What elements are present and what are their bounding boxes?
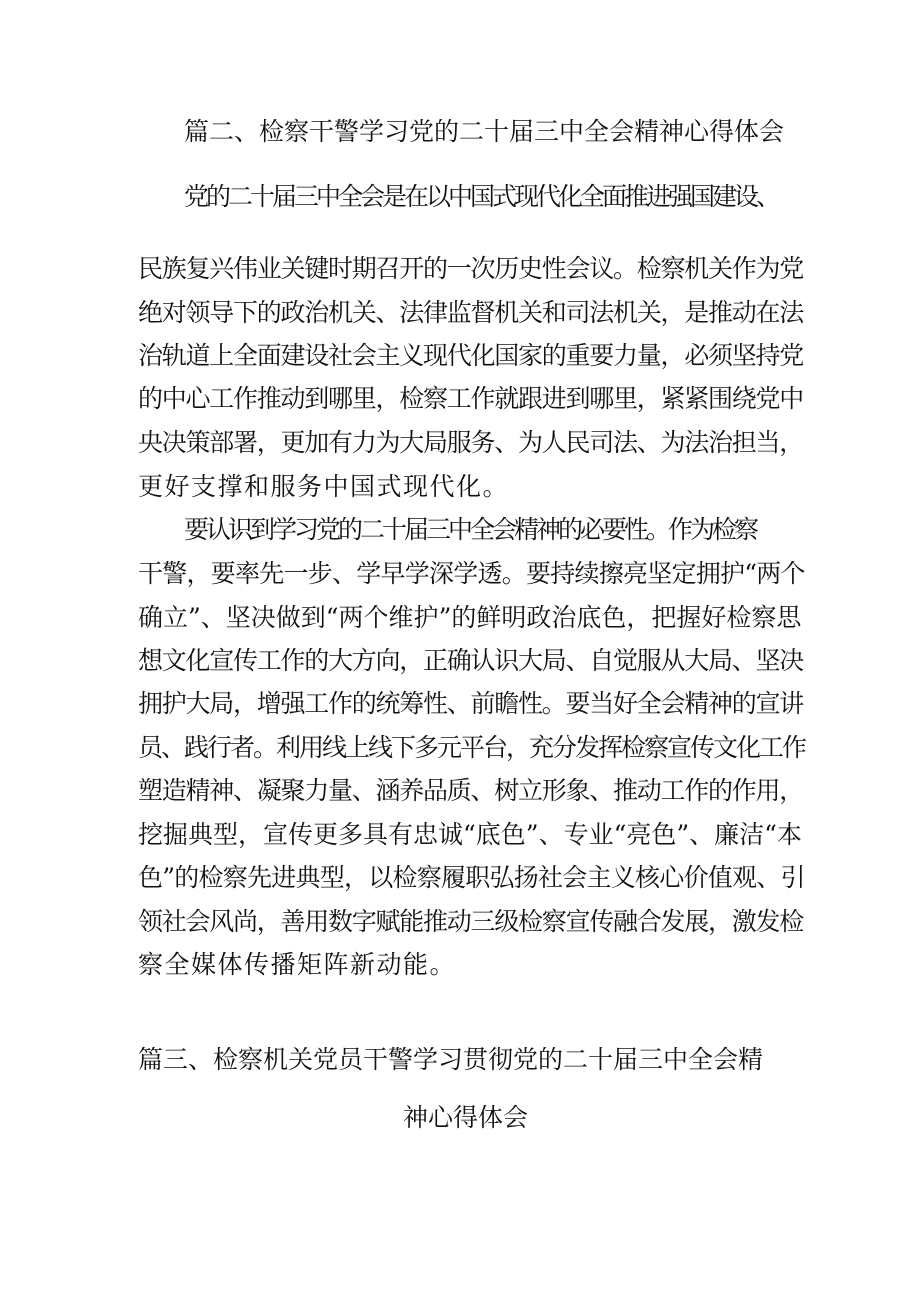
paragraph-line: 治轨道上全面建设社会主义现代化国家的重要力量，必须坚持党 bbox=[138, 341, 804, 370]
paragraph-line: 塑造精神、凝聚力量、涵养品质、树立形象、推动工作的作用， bbox=[138, 776, 804, 805]
paragraph-line: 领社会风尚，善用数字赋能推动三级检察宣传融合发展，激发检 bbox=[138, 907, 804, 936]
section3-heading-line-1: 篇三、检察机关党员干警学习贯彻党的二十届三中全会精 bbox=[138, 1045, 764, 1074]
paragraph-line: 拥护大局，增强工作的统筹性、前瞻性。要当好全会精神的宣讲 bbox=[138, 689, 804, 718]
paragraph-line: 民族复兴伟业关键时期召开的一次历史性会议。检察机关作为党 bbox=[138, 254, 804, 283]
paragraph-line: 更好支撑和服务中国式现代化。 bbox=[138, 472, 510, 501]
paragraph-line: 想文化宣传工作的大方向，正确认识大局、自觉服从大局、坚决 bbox=[138, 646, 804, 675]
paragraph-line: 察全媒体传播矩阵新动能。 bbox=[138, 950, 457, 979]
paragraph-line: 员、践行者。利用线上线下多元平台，充分发挥检察宣传文化工作 bbox=[138, 733, 806, 762]
paragraph-line: 央决策部署，更加有力为大局服务、为人民司法、为法治担当， bbox=[138, 428, 804, 457]
paragraph-line: 色”的检察先进典型，以检察履职弘扬社会主义核心价值观、引 bbox=[138, 863, 805, 892]
paragraph-line: 绝对领导下的政治机关、法律监督机关和司法机关，是推动在法 bbox=[138, 298, 804, 327]
paragraph-line: 党的二十届三中全会是在以中国式现代化全面推进强国建设、 bbox=[184, 182, 779, 211]
paragraph-line: 要认识到学习党的二十届三中全会精神的必要性。作为检察 bbox=[184, 515, 757, 544]
paragraph-line: 挖掘典型，宣传更多具有忠诚“底色”、专业“亮色”、廉洁“本 bbox=[138, 820, 802, 849]
paragraph-line: 的中心工作推动到哪里，检察工作就跟进到哪里，紧紧围绕党中 bbox=[138, 384, 804, 413]
paragraph-line: 干警，要率先一步、学早学深学透。要持续擦亮坚定拥护“两个 bbox=[138, 559, 805, 588]
section3-heading-line-2: 神心得体会 bbox=[403, 1103, 529, 1132]
paragraph-line: 确立”、坚决做到“两个维护”的鲜明政治底色，把握好检察思 bbox=[138, 603, 802, 632]
section2-heading: 篇二、检察干警学习党的二十届三中全会精神心得体会 bbox=[184, 117, 785, 146]
